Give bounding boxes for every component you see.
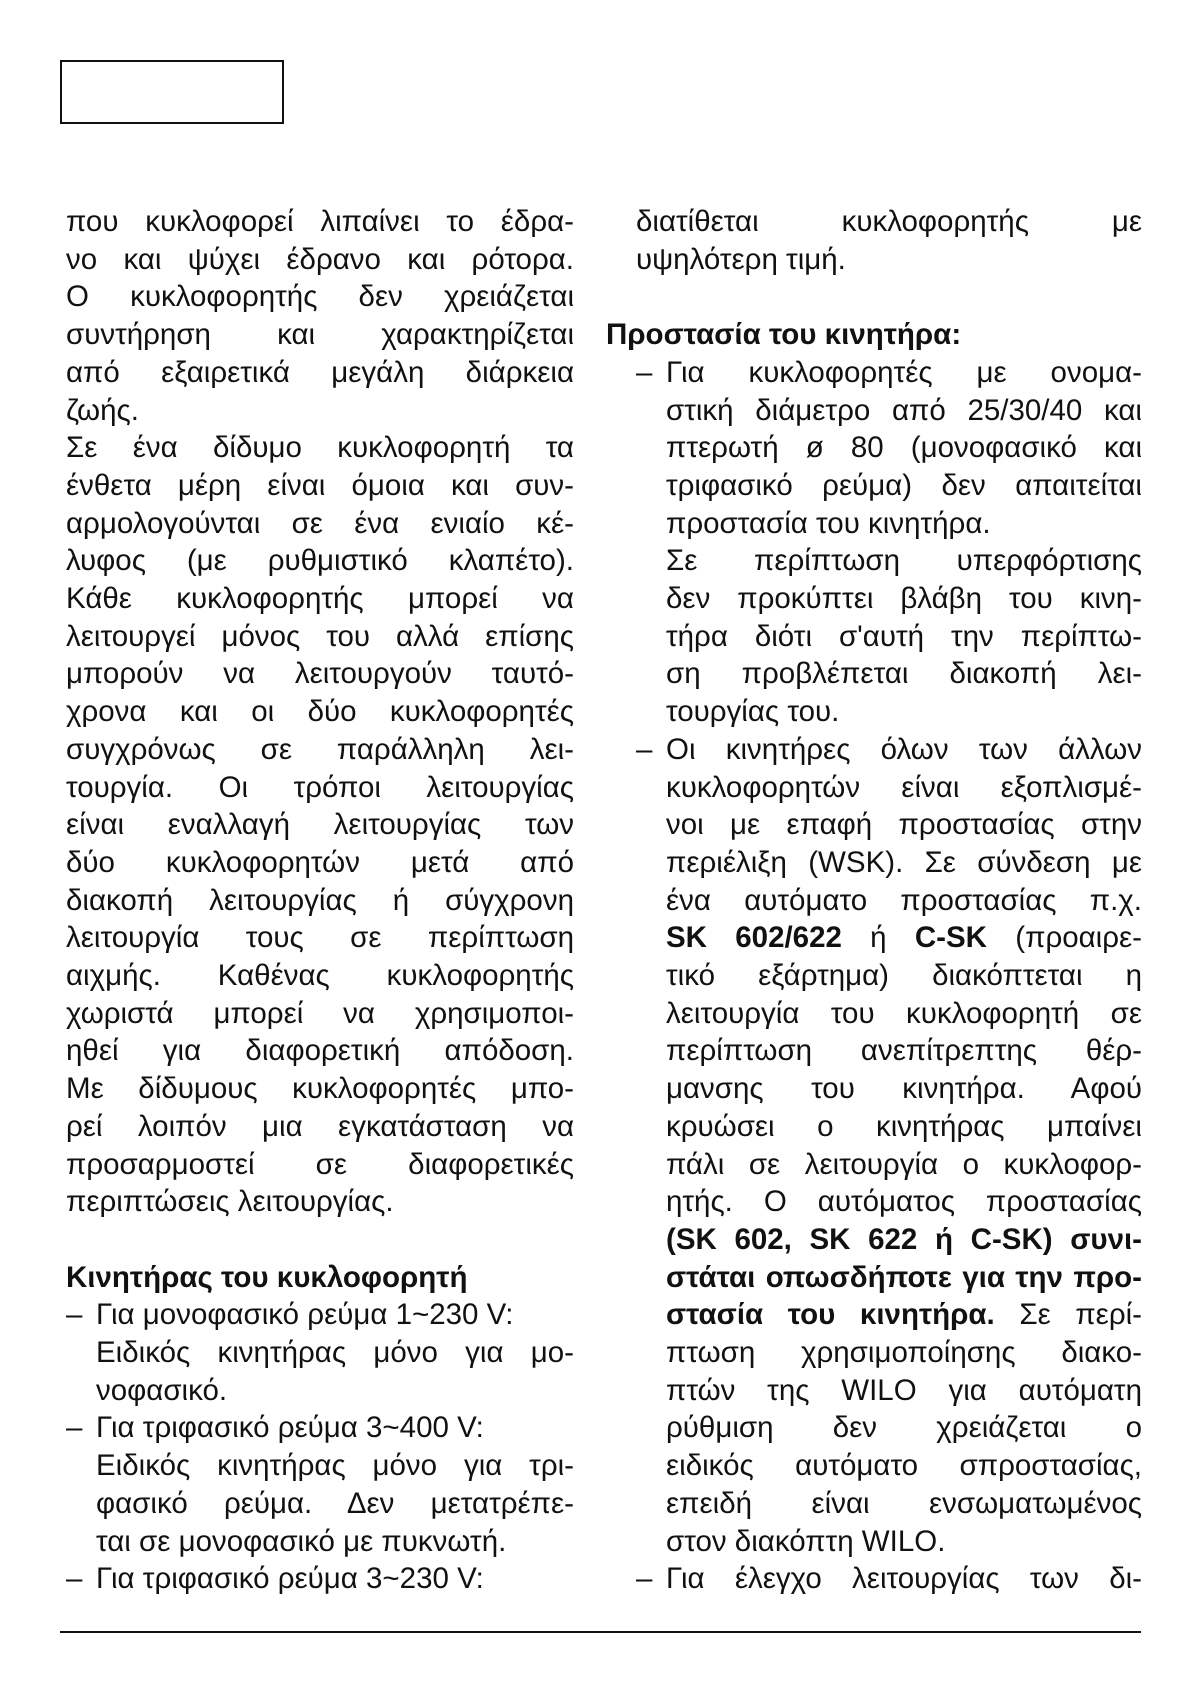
text-line: Σε περίπτωση υπερφόρτισης (666, 544, 1142, 578)
text-line: που κυκλοφορεί λιπαίνει το έδρα- (66, 205, 574, 238)
text-line: Ειδικός κινητήρας μόνο για τρι- (96, 1449, 574, 1483)
motor-item (66, 1296, 574, 1409)
inline-text: ή (841, 921, 915, 955)
text-line: πτωση χρησιμοποίησης διακο- (666, 1336, 1142, 1370)
text-line: περιέλιξη (WSK). Σε σύνδεση με (666, 845, 1142, 879)
text-line: συγχρόνως σε παράλληλη λει- (66, 732, 574, 766)
text-line: περίπτωση ανεπίτρεπτης θέρ- (666, 1034, 1142, 1068)
inline-text: Σε περί- (994, 1298, 1142, 1332)
text-line: ζωής. (66, 393, 139, 427)
inline-text: (προαιρε- (986, 921, 1142, 955)
dash-bullet: – (66, 1411, 83, 1445)
text-line: ένα αυτόματο προστασίας π.χ. (666, 883, 1142, 917)
text-line (666, 919, 1142, 957)
bold-phrase: στασία του κινητήρα. (666, 1298, 995, 1332)
text-line: περιπτώσεις λειτουργίας. (66, 1185, 394, 1219)
text-line: Ο κυκλοφορητής δεν χρειάζεται (66, 280, 574, 314)
text-line: αρμολογούνται σε ένα ενιαίο κέ- (66, 506, 574, 540)
text-line: πτών της WILO για αυτόματη (666, 1373, 1142, 1407)
text-line: Κάθε κυκλοφορητής μπορεί να (66, 582, 574, 616)
text-line: νοι με επαφή προστασίας στην (666, 808, 1142, 842)
text-line: Για έλεγχο λειτουργίας των δι- (666, 1562, 1142, 1596)
text-line (666, 1296, 1142, 1334)
motor-item (66, 1409, 574, 1560)
text-line: ηθεί για διαφορετική απόδοση. (66, 1034, 574, 1068)
text-line: τήρα διότι σ'αυτή την περίπτω- (666, 619, 1142, 653)
text-line: τουργίας του. (666, 695, 840, 729)
text-line: λειτουργία του κυκλοφορητή σε (666, 996, 1142, 1030)
text-line: πάλι σε λειτουργία ο κυκλοφορ- (666, 1147, 1142, 1181)
text-line: τουργία. Οι τρόποι λειτουργίας (66, 770, 574, 804)
text-line: νοφασικό. (96, 1373, 228, 1407)
text-line: από εξαιρετικά μεγάλη διάρκεια (66, 355, 574, 389)
text-line: χρονα και οι δύο κυκλοφορητές (66, 695, 574, 729)
bold-line: στάται οπωσδήποτε για την προ- (666, 1260, 1142, 1294)
text-line: Για κυκλοφορητές με ονομα- (666, 355, 1142, 389)
dash-bullet: – (636, 1562, 653, 1596)
text-line: ρεί λοιπόν μια εγκατάσταση να (66, 1109, 574, 1143)
text-line: Για μονοφασικό ρεύμα 1~230 V: (96, 1298, 514, 1332)
protection-item (636, 1560, 1142, 1598)
text-line: επειδή είναι ενσωματωμένος (666, 1486, 1142, 1520)
text-line: στική διάμετρο από 25/30/40 και (666, 393, 1142, 427)
text-line: κρυώσει ο κινητήρας μπαίνει (666, 1109, 1142, 1143)
text-line: μανσης του κινητήρα. Αφού (666, 1072, 1142, 1106)
dash-bullet: – (66, 1298, 83, 1332)
bold-model: C-SK (914, 921, 987, 955)
spacer (636, 278, 1142, 316)
text-line: διατίθεται κυκλοφορητής με (636, 205, 1142, 238)
motor-heading: Κινητήρας του κυκλοφορητή (66, 1260, 468, 1294)
text-line: αιχμής. Καθένας κυκλοφορητής (66, 959, 574, 993)
text-line: είναι εναλλαγή λειτουργίας των (66, 808, 574, 842)
text-line: ένθετα μέρη είναι όμοια και συν- (66, 468, 574, 502)
dash-bullet: – (636, 355, 653, 389)
text-line: τριφασικό ρεύμα) δεν απαιτείται (666, 468, 1142, 502)
left-column (66, 203, 574, 1598)
text-line: λειτουργία τους σε περίπτωση (66, 921, 574, 955)
right-column (606, 203, 1142, 1598)
dash-bullet: – (66, 1562, 83, 1596)
text-line: ητής. Ο αυτόματος προστασίας (666, 1185, 1142, 1219)
protection-item (636, 354, 1142, 731)
text-line: πτερωτή ø 80 (μονοφασικό και (666, 431, 1142, 465)
motor-item (66, 1560, 574, 1598)
text-line: προσαρμοστεί σε διαφορετικές (66, 1147, 574, 1181)
bottom-rule (60, 1631, 1141, 1633)
text-line: στον διακόπτη WILO. (666, 1524, 946, 1558)
text-line: Ειδικός κινητήρας μόνο για μο- (96, 1336, 574, 1370)
text-line: δύο κυκλοφορητών μετά από (66, 845, 574, 879)
text-line: Για τριφασικό ρεύμα 3~400 V: (96, 1411, 484, 1445)
text-line: διακοπή λειτουργίας ή σύγχρονη (66, 883, 574, 917)
text-line: Οι κινητήρες όλων των άλλων (666, 732, 1142, 766)
dash-bullet: – (636, 732, 653, 766)
bold-model: SK 602/622 (666, 921, 842, 955)
text-line: χωριστά μπορεί να χρησιμοποι- (66, 996, 574, 1030)
text-line: μπορούν να λειτουργούν ταυτό- (66, 657, 574, 691)
text-line: Σε ένα δίδυμο κυκλοφορητή τα (66, 431, 574, 465)
protection-heading: Προστασία του κινητήρα: (606, 318, 962, 352)
text-line: νο και ψύχει έδρανο και ρότορα. (66, 242, 574, 276)
text-line: συντήρηση και χαρακτηρίζεται (66, 318, 574, 352)
text-line: λειτουργεί μόνος του αλλά επίσης (66, 619, 574, 653)
text-line: φασικό ρεύμα. Δεν μετατρέπε- (96, 1486, 574, 1520)
text-line: κυκλοφορητών είναι εξοπλισμέ- (666, 770, 1142, 804)
text-line: λυφος (με ρυθμιστικό κλαπέτο). (66, 544, 574, 578)
text-line: Με δίδυμους κυκλοφορητές μπο- (66, 1072, 574, 1106)
protection-item (636, 731, 1142, 1560)
text-line: ειδικός αυτόματο σπροστασίας, (666, 1449, 1142, 1483)
text-line: ρύθμιση δεν χρειάζεται ο (666, 1411, 1142, 1445)
page-number-box (60, 60, 284, 124)
bold-line: (SK 602, SK 622 ή C-SK) συνι- (666, 1222, 1142, 1256)
spacer (66, 1221, 574, 1259)
text-line: ται σε μονοφασικό με πυκνωτή. (96, 1524, 507, 1558)
text-line: τικό εξάρτημα) διακόπτεται η (666, 959, 1142, 993)
text-line: υψηλότερη τιμή. (636, 242, 846, 276)
text-line: Για τριφασικό ρεύμα 3~230 V: (96, 1562, 484, 1596)
text-line: δεν προκύπτει βλάβη του κινη- (666, 582, 1142, 616)
text-line: προστασία του κινητήρα. (666, 506, 991, 540)
text-line: ση προβλέπεται διακοπή λει- (666, 657, 1142, 691)
